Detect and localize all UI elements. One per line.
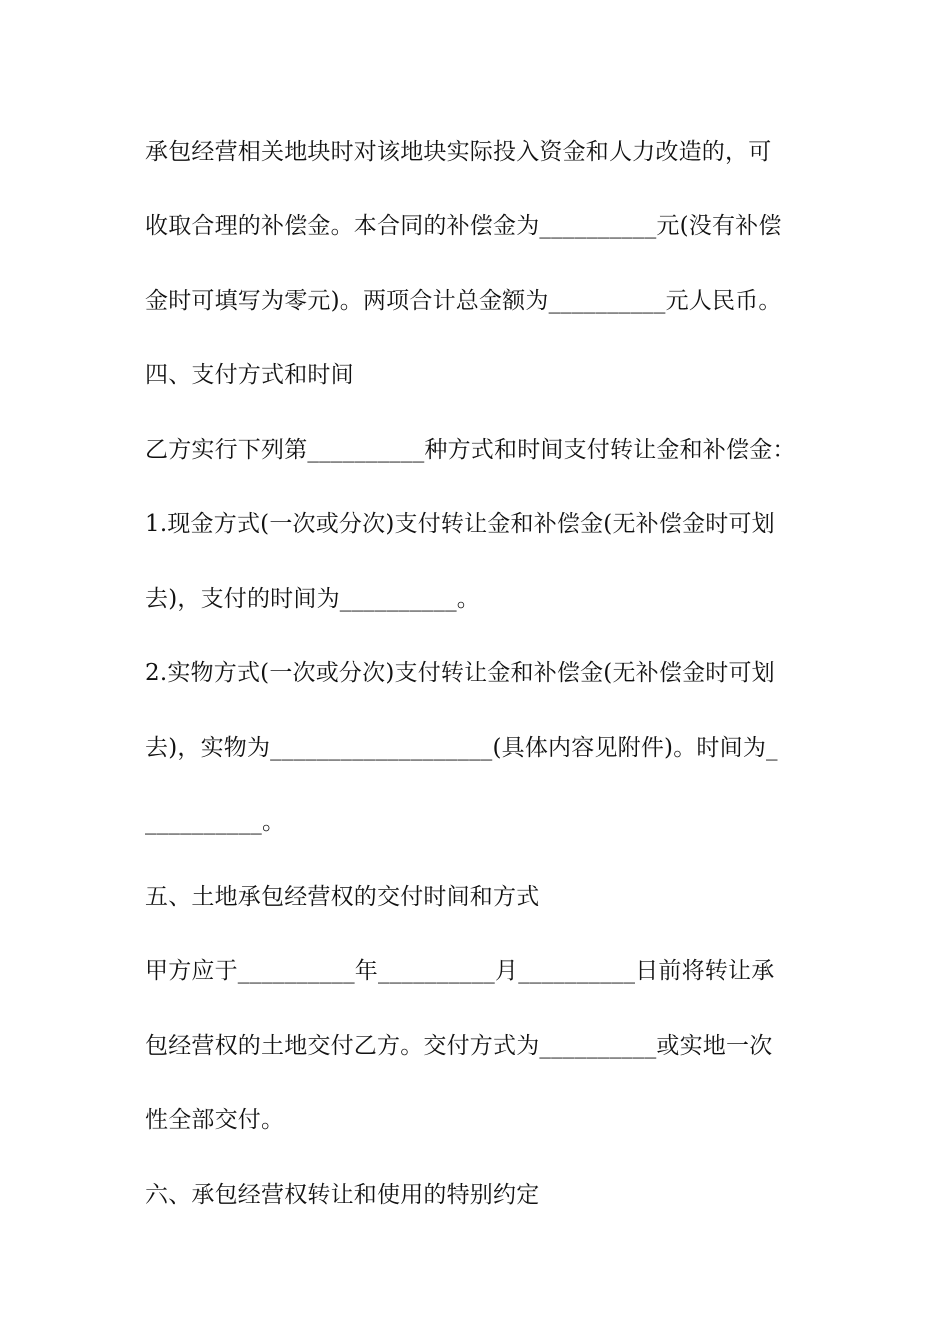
text-line-7: 去)，支付的时间为__________。 <box>145 586 480 612</box>
text-line-2: 收取合理的补偿金。本合同的补偿金为__________元(没有补偿 <box>145 213 782 239</box>
text-line-14: 性全部交付。 <box>145 1107 285 1133</box>
text-line-12: 甲方应于__________年__________月__________日前将转让承 <box>145 958 775 984</box>
text-line-3: 金时可填写为零元)。两项合计总金额为__________元人民币。 <box>145 288 782 314</box>
text-line-5: 乙方实行下列第__________种方式和时间支付转让金和补偿金： <box>145 437 796 463</box>
text-line-9: 去)，实物为___________________(具体内容见附件)。时间为_ <box>145 735 778 761</box>
text-line-10: __________。 <box>145 809 286 835</box>
text-line-8: 2.实物方式(一次或分次)支付转让金和补偿金(无补偿金时可划 <box>145 660 775 686</box>
section-heading-payment: 四、支付方式和时间 <box>145 362 354 388</box>
text-line-1: 承包经营相关地块时对该地块实际投入资金和人力改造的，可 <box>145 139 772 165</box>
section-heading-special-terms: 六、承包经营权转让和使用的特别约定 <box>145 1182 540 1208</box>
section-heading-delivery: 五、土地承包经营权的交付时间和方式 <box>145 884 540 910</box>
text-line-13: 包经营权的土地交付乙方。交付方式为__________或实地一次 <box>145 1033 773 1059</box>
text-line-6: 1.现金方式(一次或分次)支付转让金和补偿金(无补偿金时可划 <box>145 511 775 537</box>
